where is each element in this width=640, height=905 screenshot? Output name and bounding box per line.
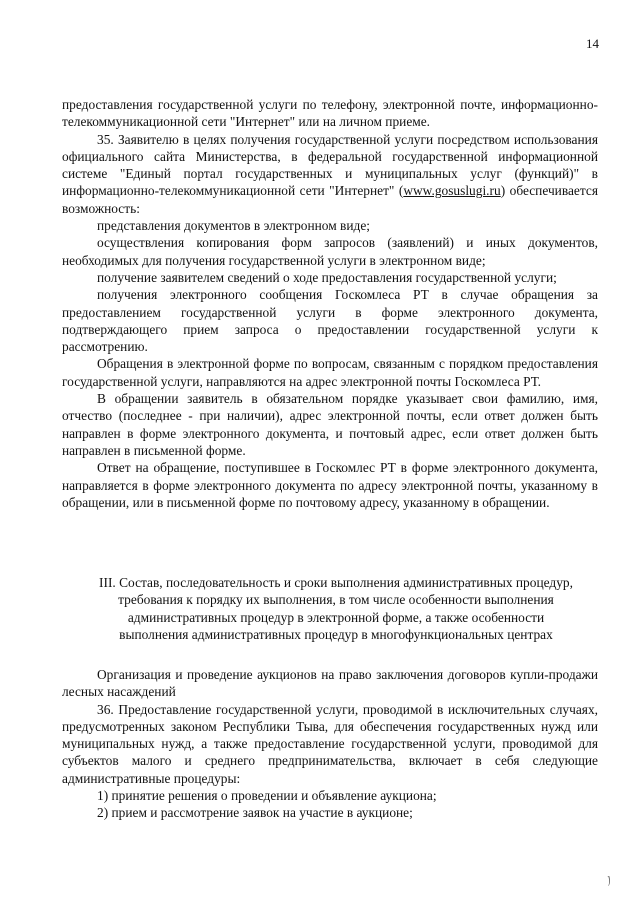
paragraph-continuation: предоставления государственной услуги по телефону, электронной почте, информационно-телекоммуникационной сети "Интернет" или на личном приеме. [62,97,598,130]
paragraph-35-text: 35. Заявителю в целях получения государственной услуги посредством использования официального сайта Министерства, в федеральной государственной информационной системе "Единый портал государственных и муниципальных услуг (функций)" в информационно-телекоммуникационной сети "Интернет" ( [62,131,598,199]
document-body-continued [62,666,598,822]
paragraph-36: 36. Предоставление государственной услуги, проводимой в исключительных случаях, предусмотренных законом Республики Тыва, для обеспечения государственных нужд или муниципальных нужд, а также предоставление государственной услуги, проводимой для субъектов малого и среднего предпринимательства, включает в себя следующие административные процедуры: [62,701,598,786]
paragraph-answer: Ответ на обращение, поступившее в Госкомлес РТ в форме электронного документа, направляется в форме электронного документа по адресу электронной почты, указанному в обращении, или в письменной форме по почтовому адресу, указанному в обращении. [62,460,598,510]
list-item-copying: осуществления копирования форм запросов (заявлений) и иных документов, необходимых для получения государственной услуги в электронном виде; [62,235,598,268]
paragraph-appeals: Обращения в электронной форме по вопросам, связанным с порядком предоставления государственной услуги, направляются на адрес электронной почты Госкомлеса РТ. [62,356,598,389]
section-heading-line: требования к порядку их выполнения, в том числе особенности выполнения [118,592,554,608]
gosuslugi-link[interactable]: www.gosuslugi.ru [403,183,501,199]
list-item-documents: представления документов в электронном виде; [97,218,371,234]
paragraph-35 [62,131,598,217]
section-heading [62,574,610,643]
section-heading-line: административных процедур в электронной форме, а также особенности [127,609,545,625]
page-number: 14 [586,36,599,51]
paragraph-appeal-content: В обращении заявитель в обязательном порядке указывает свои фамилию, имя, отчество (последнее - при наличии), адрес электронной почты, если ответ должен быть направлен в форме электронного документа, и почтовый адрес, если ответ должен быть направлен в письменной форме. [62,391,598,458]
procedure-item-2: 2) прием и рассмотрение заявок на участие в аукционе; [97,805,413,821]
paragraph-35-text-end: ) обеспечивается возможность: [62,183,598,216]
section-heading-line: выполнения административных процедур в многофункциональных центрах [119,626,553,642]
subsection-title: Организация и проведение аукционов на право заключения договоров купли-продажи лесных насаждений [62,667,598,700]
list-item-message: получения электронного сообщения Госкомлеса РТ в случае обращения за предоставлением государственной услуги в форме электронного документа, подтверждающего прием запроса о предоставлении государственной услуги к рассмотрению. [62,287,598,355]
list-item-status: получение заявителем сведений о ходе предоставления государственной услуги; [97,269,557,285]
procedure-item-1: 1) принятие решения о проведении и объявление аукциона; [97,788,437,804]
section-heading-line: III. Состав, последовательность и сроки выполнения административных процедур, [99,575,573,590]
scan-mark-icon: ﾉ [603,873,615,889]
document-body [62,96,598,511]
